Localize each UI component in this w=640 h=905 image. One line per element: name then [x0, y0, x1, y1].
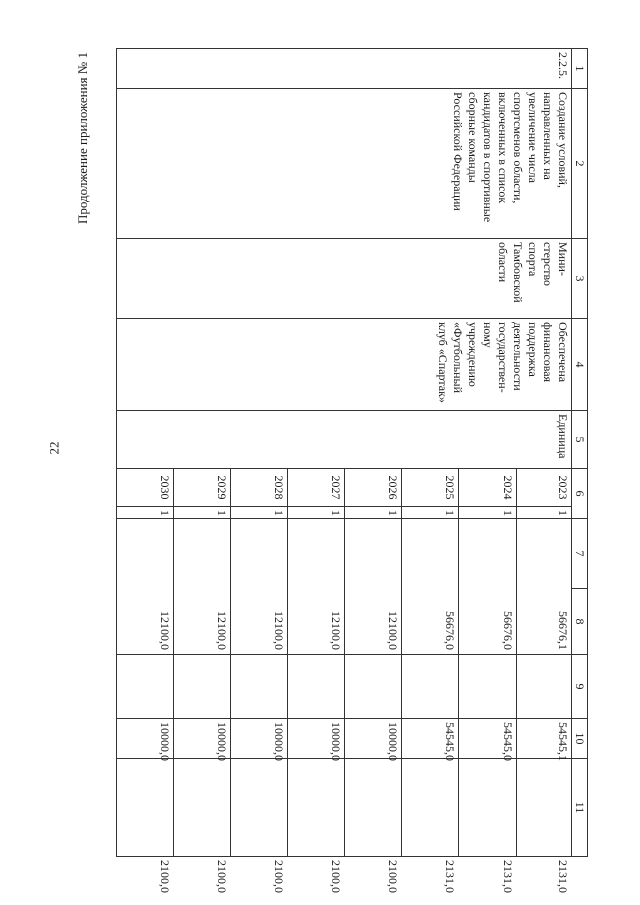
quantity-cell: 1 [459, 507, 516, 519]
col7-value: 12100,0 [345, 519, 402, 655]
quantity-cell: 1 [516, 507, 571, 519]
col9-value: 54545,1 [516, 719, 571, 759]
year-cell: 2023 [516, 469, 571, 507]
col9-value: 54545,0 [459, 719, 516, 759]
col8-value [402, 655, 459, 719]
page-heading: Продолжение приложения № 1 [75, 52, 90, 224]
col9-value: 10000,0 [231, 719, 288, 759]
year-row: 2026 1 12100,0 10000,0 2100,0 [345, 49, 402, 857]
year-cell: 2030 [117, 469, 174, 507]
program-table [116, 48, 588, 893]
quantity-cell: 1 [402, 507, 459, 519]
page-number: 22 [46, 441, 62, 455]
col7-value: 56676,0 [459, 519, 516, 655]
header-row [572, 49, 588, 857]
col10-value [231, 759, 288, 857]
header-col-9: 9 [572, 655, 588, 719]
col10-value [288, 759, 345, 857]
rotated-table-container [116, 48, 588, 893]
col7-value: 12100,0 [174, 519, 231, 655]
year-cell: 2026 [345, 469, 402, 507]
header-col-5: 5 [572, 411, 588, 469]
col8-value [117, 655, 174, 719]
col10-value [402, 759, 459, 857]
quantity-cell: 1 [174, 507, 231, 519]
quantity-cell: 1 [288, 507, 345, 519]
col8-value [516, 655, 571, 719]
year-cell: 2027 [288, 469, 345, 507]
col10-value [459, 759, 516, 857]
year-row: 2028 1 12100,0 10000,0 2100,0 [231, 49, 288, 857]
header-col-7: 7 [572, 519, 588, 589]
row-executor: Мини-стерство спорта Тамбовской области [117, 239, 572, 319]
col7-value: 12100,0 [117, 519, 174, 655]
header-col-4: 4 [572, 319, 588, 411]
quantity-cell: 1 [117, 507, 174, 519]
header-col-11: 11 [572, 759, 588, 857]
col10-value [174, 759, 231, 857]
header-col-3: 3 [572, 239, 588, 319]
year-row: 2027 1 12100,0 10000,0 2100,0 [288, 49, 345, 857]
header-col-10: 10 [572, 719, 588, 759]
col7-value: 56676,0 [402, 519, 459, 655]
year-row: 2024 1 56676,0 54545,0 2131,0 [459, 49, 516, 857]
col9-value: 10000,0 [345, 719, 402, 759]
col9-value: 10000,0 [288, 719, 345, 759]
col10-value [117, 759, 174, 857]
year-row: 2023 1 56676,1 54545,1 2131,0 [516, 49, 571, 857]
col7-value: 12100,0 [231, 519, 288, 655]
row-activity: Создание условий, направленных на увеличение числа спортсменов области, включенных в список кандидатов в спортивные сборные команды Российской Федерации [117, 89, 572, 239]
header-col-2: 2 [572, 89, 588, 239]
row-unit: Единица [117, 411, 572, 469]
year-cell: 2024 [459, 469, 516, 507]
header-col-1: 1 [572, 49, 588, 89]
col7-value: 56676,1 [516, 519, 571, 655]
quantity-cell: 1 [345, 507, 402, 519]
col10-value [345, 759, 402, 857]
row-indicator: Обеспечена финансовая поддержка деятельности государствен-ному учреждению «Футбольный клуб «Спартак» [117, 319, 572, 411]
col10-value [516, 759, 571, 857]
year-row: 2030 1 12100,0 10000,0 2100,0 [117, 49, 174, 857]
col8-value [231, 655, 288, 719]
header-col-6: 6 [572, 469, 588, 519]
year-cell: 2028 [231, 469, 288, 507]
col9-value: 10000,0 [174, 719, 231, 759]
header-col-8: 8 [572, 589, 588, 655]
col7-value: 12100,0 [288, 519, 345, 655]
col9-value: 54545,0 [402, 719, 459, 759]
year-row: 2029 1 12100,0 10000,0 2100,0 [174, 49, 231, 857]
col8-value [288, 655, 345, 719]
col8-value [345, 655, 402, 719]
year-cell: 2025 [402, 469, 459, 507]
year-row: 2025 1 56676,0 54545,0 2131,0 [402, 49, 459, 857]
row-code: 2.2.5. [117, 49, 572, 89]
col9-value: 10000,0 [117, 719, 174, 759]
col8-value [459, 655, 516, 719]
col8-value [174, 655, 231, 719]
quantity-cell: 1 [231, 507, 288, 519]
year-cell: 2029 [174, 469, 231, 507]
